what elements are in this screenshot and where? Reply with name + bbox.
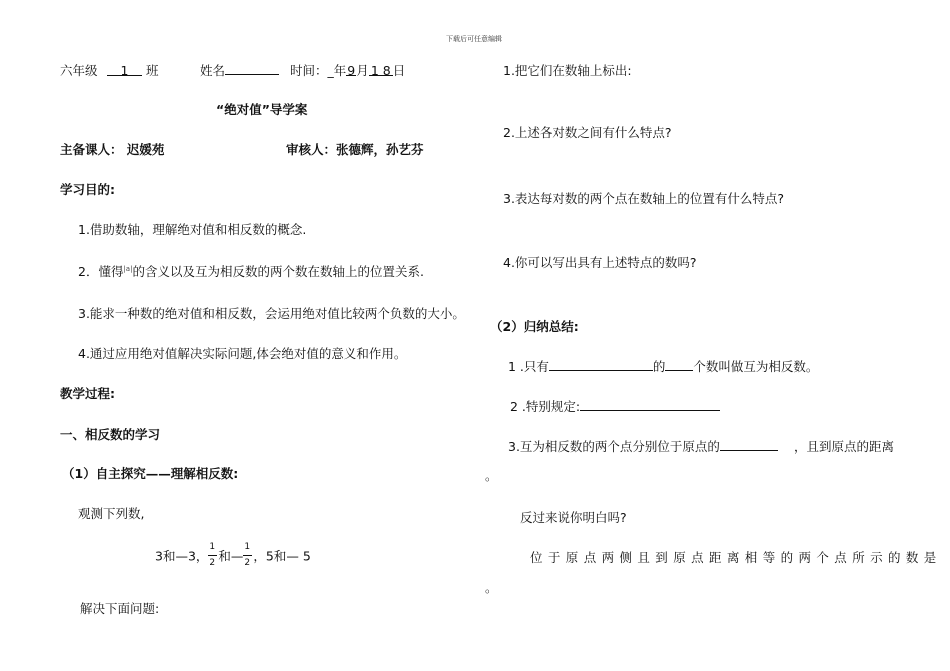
solve-text: 解决下面问题: [80,601,160,616]
question-2: 2.上述各对数之间有什么特点? [503,125,672,140]
summary-3 [508,437,894,455]
date-field [290,61,405,79]
statement-text: 位于原点两侧且到原点距离相等的两个点所示的数是 [530,550,942,565]
goals-heading: 学习目的: [60,182,115,197]
number-pairs [155,542,311,572]
date-month: 9 [347,63,356,78]
summary-heading: （2）归纳总结: [490,319,579,334]
summary-3-start: 3.互为相反数的两个点分别位于原点的 [508,439,720,454]
summary-3-blank [720,438,778,451]
goal-4: 4.通过应用绝对值解决实际问题,体会绝对值的意义和作用。 [78,346,407,361]
question-3: 3.表达每对数的两个点在数轴上的位置有什么特点? [503,191,785,206]
class-label: 班 [145,63,159,78]
fraction-denominator: 2 [209,558,216,568]
absolute-value-symbol: |a| [123,264,133,273]
month-label: 月 [356,63,369,78]
fraction-bar [208,555,217,556]
name-blank [225,62,279,75]
summary-3-end: ，且到原点的距离 [793,439,894,454]
pair-half-and: 和— [218,548,244,564]
reviewer: 审核人：张德辉，孙艺芬 [286,142,424,157]
goal-3: 3.能求一种数的绝对值和相反数，会运用绝对值比较两个负数的大小。 [78,306,465,321]
question-4: 4.你可以写出具有上述特点的数吗? [503,255,697,270]
summary-1 [508,357,818,375]
fraction-bar [243,555,252,556]
fraction-numerator: 1 [244,542,251,552]
fraction-denominator: 2 [244,558,251,568]
goal-2 [78,262,424,280]
class-number: 1 [107,63,142,76]
grade-label: 六年级 [60,63,98,78]
observe-text: 观测下列数, [78,506,145,521]
summary-1-blank-b [665,358,693,371]
summary-1-end: 个数叫做互为相反数。 [693,359,819,374]
summary-1-mid: 的 [652,359,666,374]
goal-1: 1.借助数轴，理解绝对值和相反数的概念. [78,222,307,237]
class-line [107,61,159,79]
summary-2-blank [580,398,720,411]
preparer: 主备课人： 迟媛苑 [60,142,165,157]
question-1: 1.把它们在数轴上标出: [503,63,632,78]
summary-1-start: 1 .只有 [508,359,549,374]
date-day: 1 8 [369,63,393,76]
name-field [200,61,279,79]
statement-period: 。 [485,580,498,595]
name-label: 姓名 [200,63,226,78]
fraction-half-negative [243,542,253,572]
day-label: 日 [392,63,406,78]
fraction-numerator: 1 [209,542,216,552]
summary-1-blank-a [549,358,653,371]
process-heading: 教学过程: [60,386,115,401]
fraction-half [208,542,218,572]
download-watermark: 下载后可任意编辑 [446,35,502,43]
pair-3: 3和—3， [155,548,209,564]
summary-2-label: 2 .特别规定: [510,399,581,414]
subsection-1-heading: （1）自主探究——理解相反数: [62,466,239,481]
reverse-question: 反过来说你明白吗? [520,510,627,525]
section-1-heading: 一、相反数的学习 [60,427,161,442]
time-label: 时间： [290,63,328,78]
summary-3-period: 。 [485,468,498,483]
document-title: “绝对值”导学案 [216,102,308,117]
goal-2-prefix: 2．懂得 [78,264,124,279]
summary-2 [510,397,720,415]
pair-5: ，5和— 5 [253,548,311,564]
date-year: _年 [327,63,347,78]
goal-2-suffix: 的含义以及互为相反数的两个数在数轴上的位置关系. [132,264,424,279]
